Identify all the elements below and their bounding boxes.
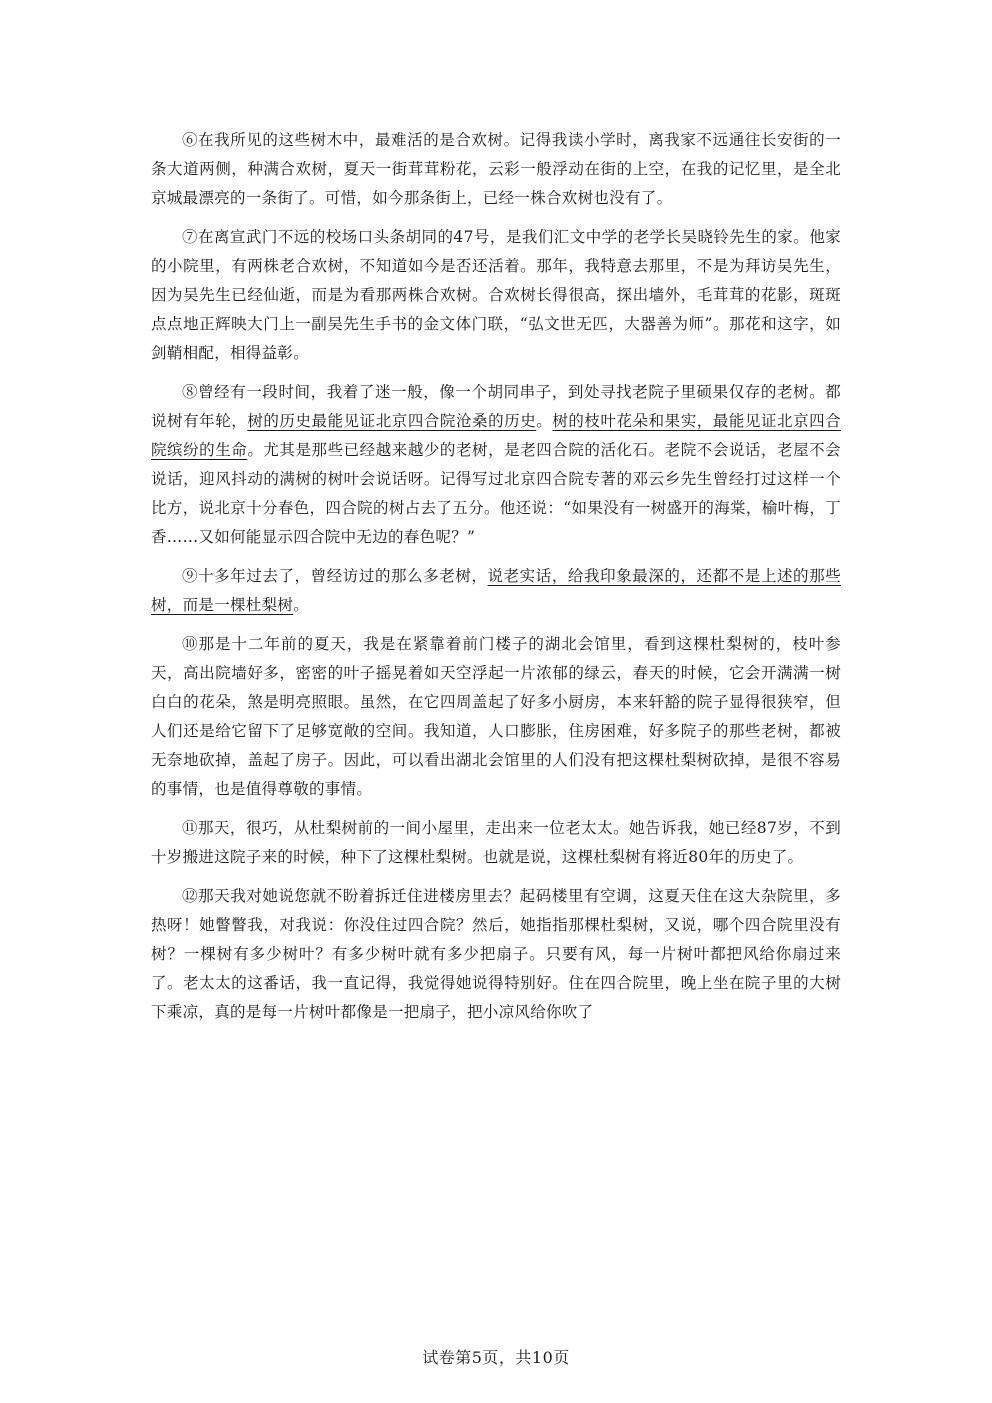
paragraph-8-text-b: 。 <box>536 412 553 430</box>
underlined-sentence-1: 树的历史最能见证北京四合院沧桑的历史 <box>247 412 537 430</box>
paragraph-10: ⑩那是十二年前的夏天，我是在紧靠着前门楼子的湖北会馆里，看到这棵杜梨树的，枝叶参天，高出院墙好多，密密的叶子摇晃着如天空浮起一片浓郁的绿云，春天的时候，它会开满满一树白白的花朵，煞是明亮照眼。虽然，在它四周盖起了好多小厨房，本来轩豁的院子显得很狭窄，但人们还是给它留下了足够宽敞的空间。我知道，人口膨胀，住房困难，好多院子的那些老树，都被无奈地砍掉，盖起了房子。因此，可以看出湖北会馆里的人们没有把这棵杜梨树砍掉，是很不容易的事情，也是值得尊敬的事情。 <box>151 635 841 798</box>
page-footer: 试卷第5页，共10页 <box>422 1348 570 1367</box>
paragraph-12: ⑫那天我对她说您就不盼着拆迁住进楼房里去？起码楼里有空调，这夏天住在这大杂院里，多热呀！她瞥瞥我，对我说：你没住过四合院？然后，她指指那棵杜梨树，又说，哪个四合院里没有树？一棵树有多少树叶？有多少树叶就有多少把扇子。只要有风，每一片树叶都把风给你扇过来了。老太太的这番话，我一直记得，我觉得她说得特别好。住在四合院里，晚上坐在院子里的大树下乘凉，真的是每一片树叶都像是一把扇子，把小凉风给你吹了 <box>151 887 841 1021</box>
paragraph-9 <box>151 562 841 620</box>
paragraph-8 <box>151 378 841 552</box>
paragraph-9-text-b: 。 <box>293 596 310 614</box>
paragraph-8-text-c: 。尤其是那些已经越来越少的老树，是老四合院的活化石。老院不会说话，老屋不会说话，迎风抖动的满树的树叶会说话呀。记得写过北京四合院专著的邓云乡先生曾经打过这样一个比方，说北京十分春色，四合院的树占去了五分。他还说：“如果没有一树盛开的海棠，榆叶梅，丁香……又如何能显示四合院中无边的春色呢？” <box>151 441 841 546</box>
paragraph-9-text-a: ⑨十多年过去了，曾经访过的那么多老树， <box>182 567 488 585</box>
paragraph-11: ⑪那天，很巧，从杜梨树前的一间小屋里，走出来一位老太太。她告诉我，她已经87岁，不到十岁搬进这院子来的时候，种下了这棵杜梨树。也就是说，这棵杜梨树有将近80年的历史了。 <box>151 819 841 866</box>
paragraph-8-text-a: ⑧曾经有一段时间，我着了迷一般，像一个胡同串子，到处寻找老院子里硕果仅存的老树。都说树有年轮， <box>151 383 841 430</box>
underlined-sentence-3: 说老实话，给我印象最深的，还都不是上述的那些树，而是一棵杜梨树 <box>151 567 841 614</box>
underlined-sentence-2: 树的枝叶花朵和果实，最能见证北京四合院缤纷的生命 <box>151 412 841 459</box>
paragraph-6: ⑥在我所见的这些树木中，最难活的是合欢树。记得我读小学时，离我家不远通往长安街的一条大道两侧，种满合欢树，夏天一街茸茸粉花，云彩一般浮动在街的上空，在我的记忆里，是全北京城最漂亮的一条街了。可惜，如今那条街上，已经一株合欢树也没有了。 <box>151 131 841 207</box>
paragraph-7: ⑦在离宣武门不远的校场口头条胡同的47号，是我们汇文中学的老学长吴晓铃先生的家。他家的小院里，有两株老合欢树，不知道如今是否还活着。那年，我特意去那里，不是为拜访吴先生，因为吴先生已经仙逝，而是为看那两株合欢树。合欢树长得很高，探出墙外，毛茸茸的花影，斑斑点点地正辉映大门上一副吴先生手书的金文体门联，“弘文世无匹，大器善为师”。那花和这字，如剑鞘相配，相得益彰。 <box>151 228 841 362</box>
article-body <box>151 126 841 1037</box>
